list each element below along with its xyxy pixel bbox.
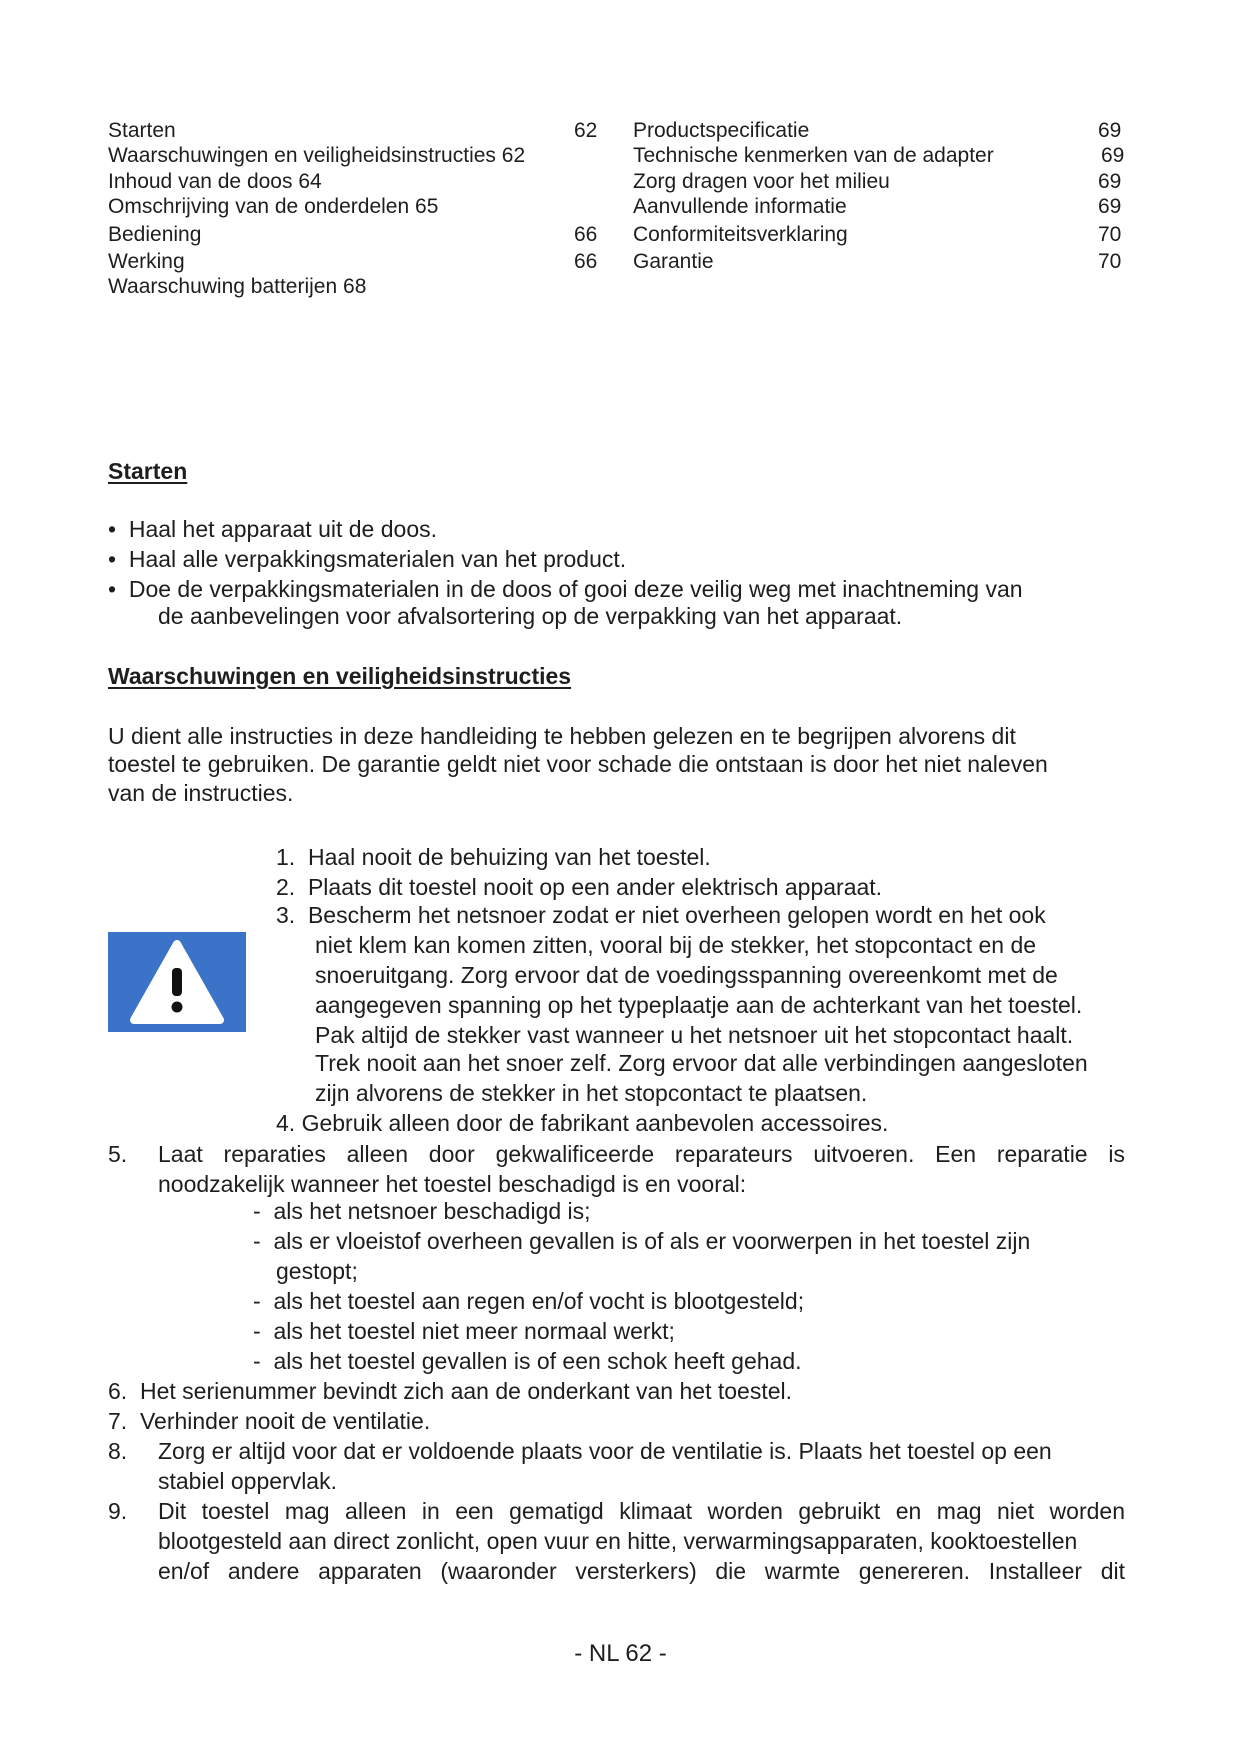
list-item-continuation: aangegeven spanning op het typeplaatje aan de achterkant van het toestel.	[315, 992, 1083, 1018]
toc-page: 64	[298, 170, 322, 193]
toc-entry: Starten	[108, 119, 176, 142]
sub-list-item-continuation: gestopt;	[276, 1258, 358, 1284]
toc-page: 66	[574, 223, 598, 246]
toc-page: 68	[343, 275, 367, 298]
list-item: 2. Plaats dit toestel nooit op een ander elektrisch apparaat.	[276, 874, 883, 900]
toc-page: 70	[1098, 250, 1122, 273]
paragraph-line: van de instructies.	[108, 780, 294, 806]
list-item-continuation: snoeruitgang. Zorg ervoor dat de voedingsspanning overeenkomt met de	[315, 962, 1058, 988]
section-heading-safety: Waarschuwingen en veiligheidsinstructies	[108, 663, 572, 689]
list-item-continuation: en/of andere apparaten (waaronder versterkers) die warmte genereren. Installeer dit	[158, 1558, 1125, 1584]
list-number: 8.	[108, 1438, 128, 1464]
toc-page: 69	[1098, 195, 1122, 218]
list-item-continuation: niet klem kan komen zitten, vooral bij de stekker, het stopcontact en de	[315, 932, 1037, 958]
toc-page: 65	[415, 195, 439, 218]
list-item: • Haal alle verpakkingsmaterialen van het product.	[108, 546, 627, 572]
toc-entry: Werking	[108, 250, 185, 273]
page-number: - NL 62 -	[574, 1640, 667, 1667]
sub-list-item: - als het netsnoer beschadigd is;	[253, 1198, 591, 1224]
toc-page: 69	[1098, 119, 1122, 142]
list-number: 9.	[108, 1498, 128, 1524]
section-heading-starten: Starten	[108, 458, 188, 484]
list-item-continuation: Trek nooit aan het snoer zelf. Zorg ervoor dat alle verbindingen aangesloten	[315, 1050, 1088, 1076]
toc-entry: Bediening	[108, 223, 202, 246]
toc-entry: Aanvullende informatie	[633, 195, 847, 218]
toc-page: 62	[574, 119, 598, 142]
list-number: 5.	[108, 1141, 128, 1167]
toc-entry: Waarschuwing batterijen 68	[108, 275, 367, 298]
toc-page: 69	[1098, 170, 1122, 193]
warning-triangle-icon	[108, 932, 246, 1032]
toc-entry: Omschrijving van de onderdelen 65	[108, 195, 439, 218]
list-item-continuation: Pak altijd de stekker vast wanneer u het netsnoer uit het stopcontact haalt.	[315, 1022, 1074, 1048]
toc-entry: Conformiteitsverklaring	[633, 223, 848, 246]
toc-entry: Waarschuwingen en veiligheidsinstructies 62	[108, 144, 526, 167]
list-item-continuation: blootgesteld aan direct zonlicht, open vuur en hitte, verwarmingsapparaten, kooktoestellen	[158, 1528, 1078, 1554]
list-item: 4. Gebruik alleen door de fabrikant aanbevolen accessoires.	[276, 1110, 889, 1136]
toc-page: 69	[1101, 144, 1125, 167]
toc-entry: Zorg dragen voor het milieu	[633, 170, 890, 193]
list-item: Zorg er altijd voor dat er voldoende plaats voor de ventilatie is. Plaats het toestel op een	[158, 1438, 1052, 1464]
list-item-continuation: noodzakelijk wanneer het toestel beschadigd is en vooral:	[158, 1171, 747, 1197]
sub-list-item: - als er vloeistof overheen gevallen is of als er voorwerpen in het toestel zijn	[253, 1228, 1031, 1254]
list-item: • Doe de verpakkingsmaterialen in de doos of gooi deze veilig weg met inachtneming van	[108, 576, 1023, 602]
list-item: Laat reparaties alleen door gekwalificeerde reparateurs uitvoeren. Een reparatie is	[158, 1141, 1125, 1167]
toc-page: 62	[501, 144, 526, 167]
toc-entry: Inhoud van de doos 64	[108, 170, 322, 193]
list-item: • Haal het apparaat uit de doos.	[108, 516, 438, 542]
list-item-continuation: zijn alvorens de stekker in het stopcontact te plaatsen.	[315, 1080, 868, 1106]
toc-page: 66	[574, 250, 598, 273]
paragraph-line: U dient alle instructies in deze handleiding te hebben gelezen en te begrijpen alvorens dit	[108, 723, 1016, 749]
list-item: 1. Haal nooit de behuizing van het toestel.	[276, 844, 711, 870]
list-item-continuation: de aanbevelingen voor afvalsortering op de verpakking van het apparaat.	[158, 603, 903, 629]
list-item: 3. Bescherm het netsnoer zodat er niet overheen gelopen wordt en het ook	[276, 902, 1046, 928]
paragraph-line: toestel te gebruiken. De garantie geldt niet voor schade die ontstaan is door het niet naleven	[108, 751, 1048, 777]
list-item: 7. Verhinder nooit de ventilatie.	[108, 1408, 431, 1434]
sub-list-item: - als het toestel aan regen en/of vocht is blootgesteld;	[253, 1288, 805, 1314]
list-item: 6. Het serienummer bevindt zich aan de onderkant van het toestel.	[108, 1378, 793, 1404]
toc-page: 70	[1098, 223, 1122, 246]
toc-entry: Productspecificatie	[633, 119, 810, 142]
sub-list-item: - als het toestel gevallen is of een schok heeft gehad.	[253, 1348, 802, 1374]
list-item: Dit toestel mag alleen in een gematigd klimaat worden gebruikt en mag niet worden	[158, 1498, 1125, 1524]
list-item-continuation: stabiel oppervlak.	[158, 1468, 337, 1494]
sub-list-item: - als het toestel niet meer normaal werkt;	[253, 1318, 675, 1344]
toc-entry: Technische kenmerken van de adapter	[633, 144, 994, 167]
toc-entry: Garantie	[633, 250, 714, 273]
